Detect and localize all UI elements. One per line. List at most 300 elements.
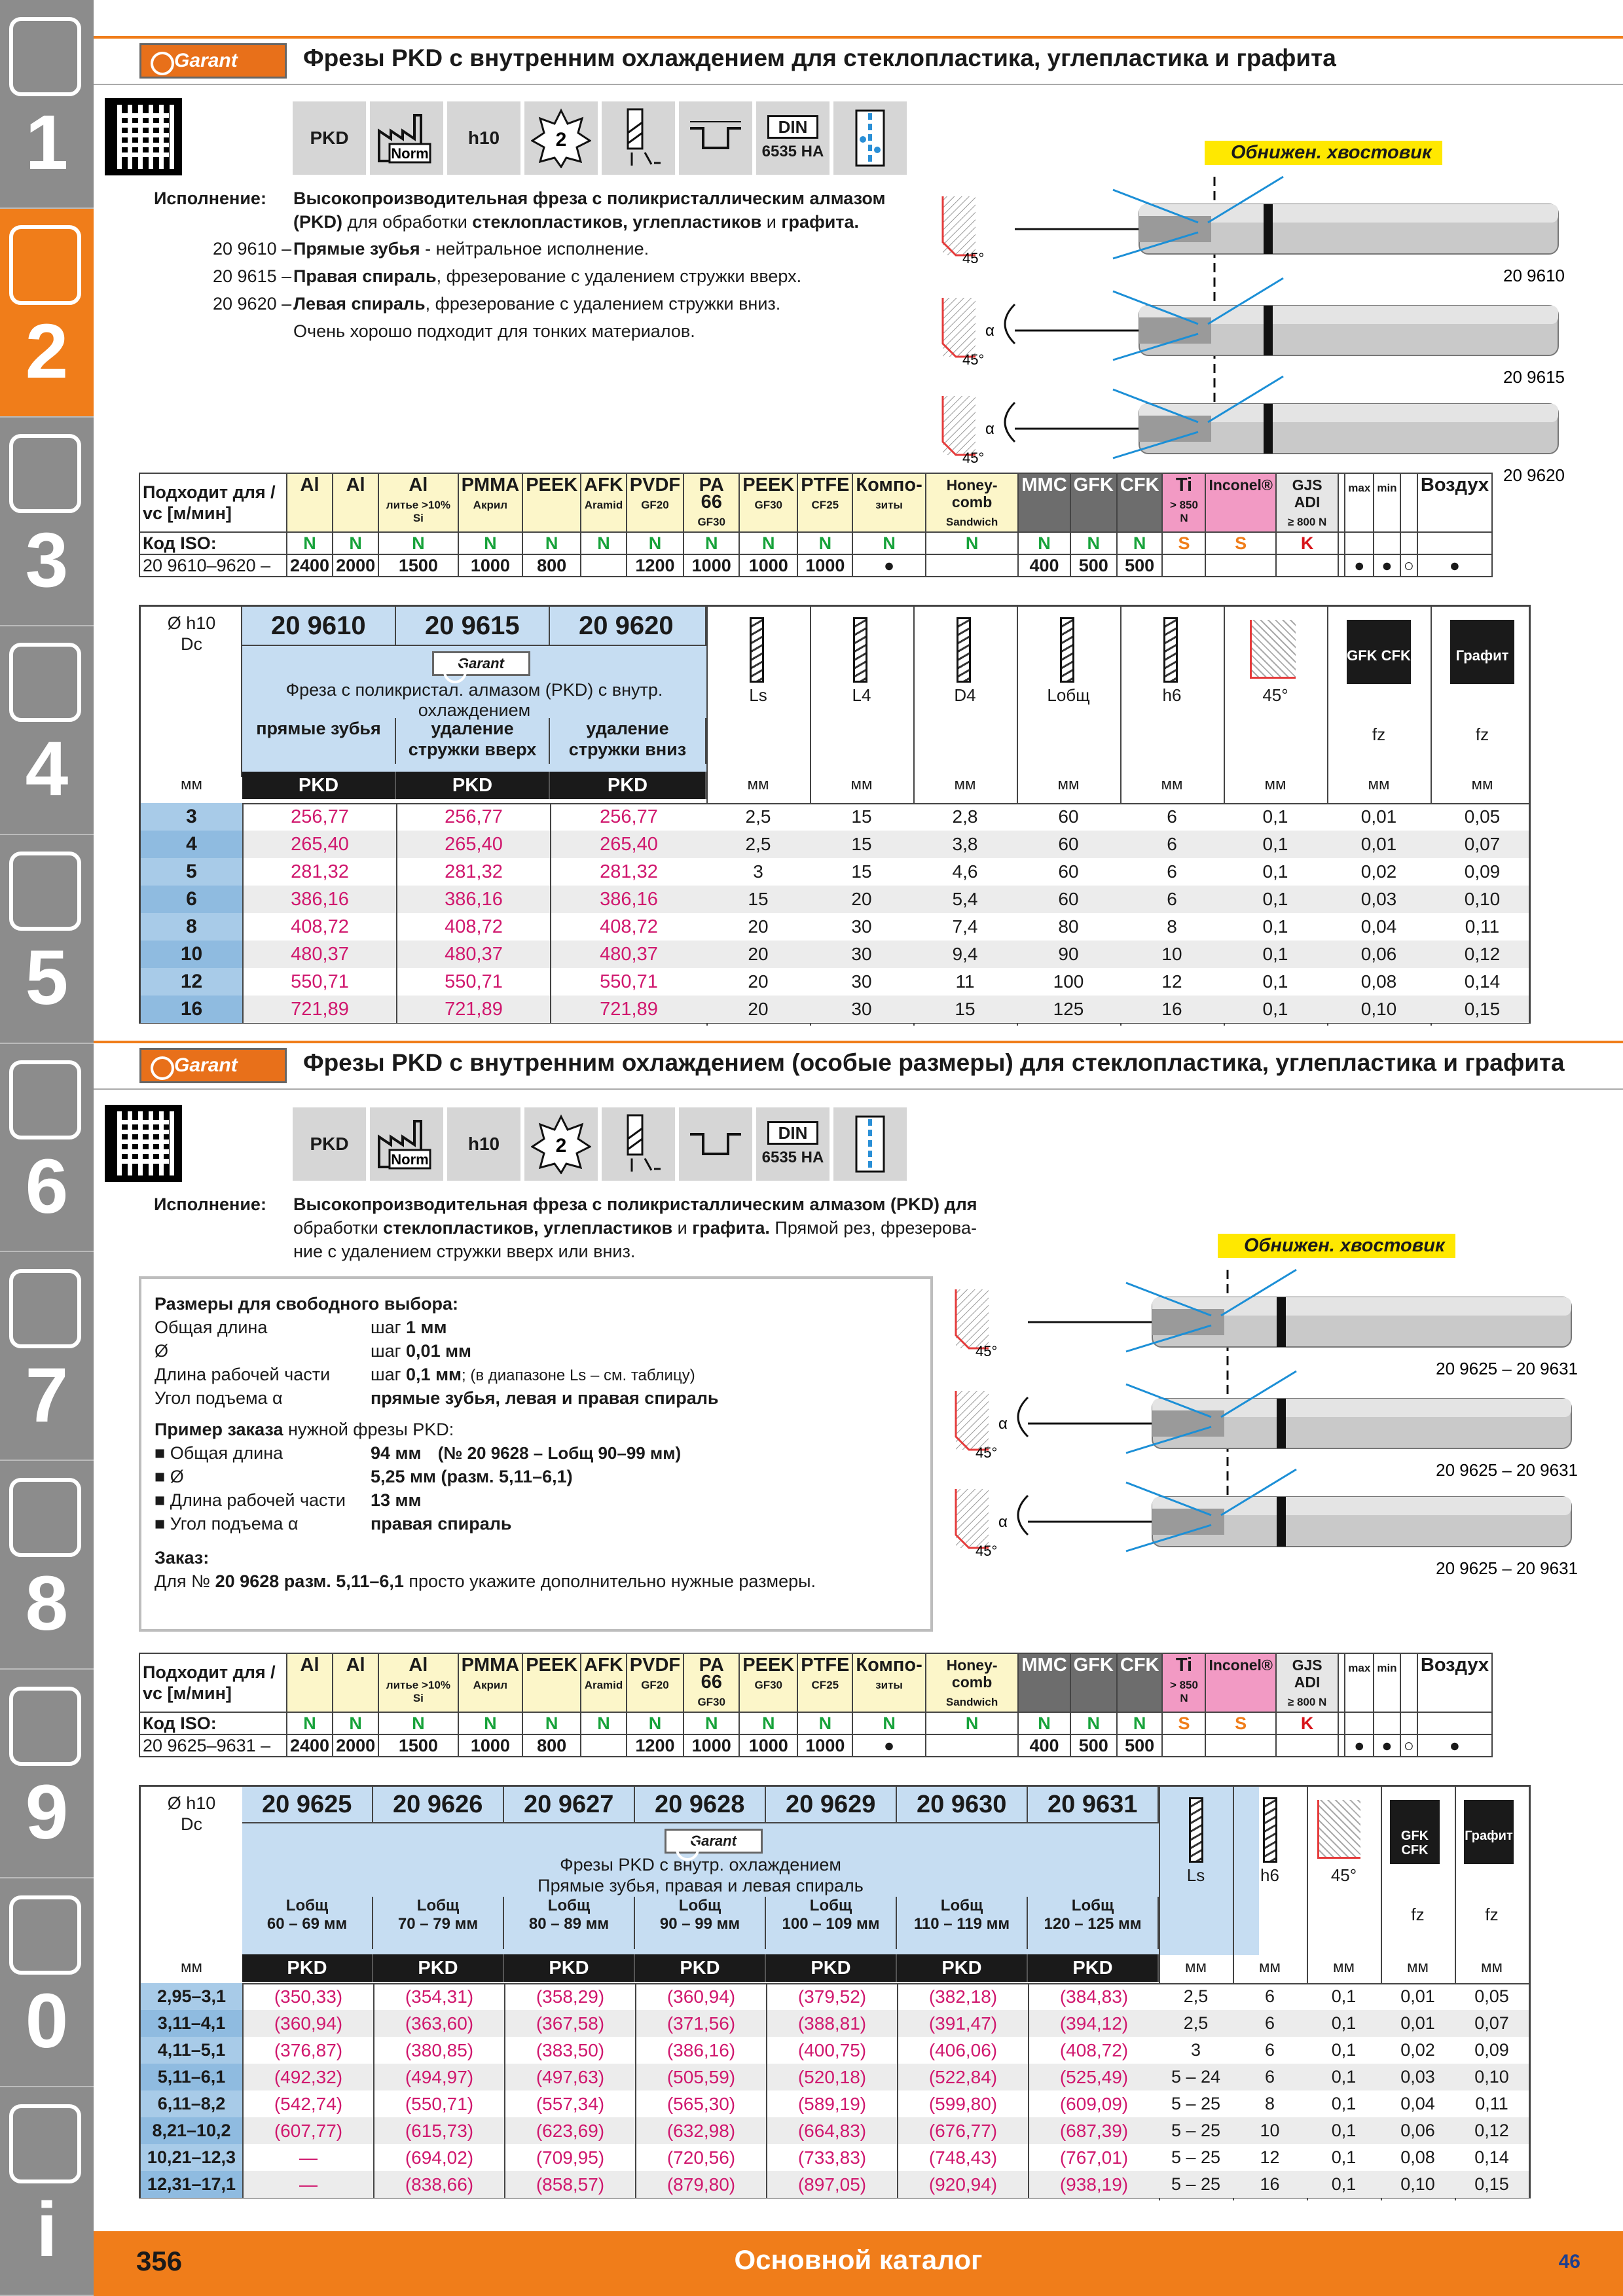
iso-label: Код ISO:	[139, 532, 287, 554]
cutting-speed: ●	[1417, 1734, 1492, 1757]
price-cell: (408,72)	[1028, 2037, 1159, 2064]
param-cell: 0,1	[1262, 944, 1288, 964]
param-header: fz	[1372, 725, 1386, 744]
suitability-header: Подходит для / vc [м/мин]	[139, 1653, 287, 1712]
price-cell: (394,12)	[1028, 2010, 1159, 2037]
graphite-icon: Графит	[1450, 620, 1514, 684]
param-cell: 30	[851, 999, 872, 1019]
param-cell: 0,14	[1474, 2147, 1509, 2167]
material-col: Inconel®	[1205, 1653, 1275, 1712]
price-cell: (376,87)	[242, 2037, 373, 2064]
length-range: Lобщ 70 – 79 мм	[373, 1897, 504, 1949]
alpha-label: α	[985, 420, 994, 438]
chapter-tab-6[interactable]	[0, 1044, 94, 1253]
param-cell: 0,1	[1262, 916, 1288, 937]
cutting-speed	[1162, 554, 1205, 577]
param-header: D4	[954, 685, 976, 705]
param-cell: 0,06	[1360, 944, 1397, 964]
price-cell: (382,18)	[897, 1983, 1028, 2010]
param-cell: 20	[748, 916, 769, 937]
chapter-tab-3[interactable]	[0, 418, 94, 626]
diameter-range-cell: 12,31–17,1	[141, 2171, 242, 2198]
material-col: PEEK	[522, 473, 581, 532]
iso-code: N	[333, 532, 378, 554]
param-cell: 0,10	[1360, 999, 1397, 1019]
price-cell: (406,06)	[897, 2037, 1028, 2064]
qr-code	[105, 1105, 182, 1182]
param-cell: 0,09	[1474, 2040, 1509, 2060]
pkd-label: PKD	[504, 1954, 635, 1982]
param-cell: 0,14	[1464, 971, 1501, 992]
iso-code: N	[926, 532, 1019, 554]
material-col: max	[1345, 473, 1374, 532]
price-cell: (599,80)	[897, 2090, 1028, 2117]
iso-code: N	[1070, 532, 1117, 554]
product-subdescription: Прямые зубья, правая и левая спираль	[538, 1876, 864, 1895]
norm-factory-icon	[370, 1107, 443, 1181]
qr-code	[105, 98, 182, 175]
price-cell: (623,69)	[504, 2117, 635, 2144]
dc-header: Ø h10	[167, 1793, 216, 1813]
article-code: 20 9631	[1028, 1787, 1159, 1823]
param-cell: 0,1	[1262, 834, 1288, 854]
param-cell: 6	[1264, 2040, 1275, 2060]
material-col: GJS ADI ≥ 800 N	[1276, 473, 1338, 532]
price-cell: (492,32)	[242, 2064, 373, 2090]
alpha-label: α	[985, 322, 994, 340]
cutting-speed: 1000	[739, 554, 797, 577]
din-standard-icon: DIN 6535 HA	[756, 1107, 830, 1181]
material-col: Inconel®	[1205, 473, 1275, 532]
material-col: Al литье >10% Si	[378, 1653, 458, 1712]
price-cell: (897,05)	[766, 2171, 897, 2198]
price-cell: 386,16	[396, 886, 550, 913]
length-range: Lобщ 60 – 69 мм	[242, 1897, 373, 1949]
param-cell: 0,11	[1475, 2094, 1508, 2113]
option-value: шаг 0,1 мм; (в диапазоне Ls – см. таблицу)	[371, 1365, 695, 1384]
grinder-icon	[9, 1895, 81, 1975]
chapter-number: 7	[25, 1352, 69, 1439]
cutting-speed: ●	[1374, 554, 1400, 577]
param-cell: 0,10	[1474, 2067, 1509, 2087]
cutter-dim-icon	[750, 617, 764, 683]
iso-code	[1417, 1712, 1492, 1734]
cutting-speed: 500	[1117, 1734, 1163, 1757]
price-cell: 265,40	[242, 831, 396, 858]
price-cell: (733,83)	[766, 2144, 897, 2171]
price-cell: (358,29)	[504, 1983, 635, 2010]
cutting-speed: ●	[852, 554, 925, 577]
material-col: Компо- зиты	[852, 473, 925, 532]
iso-label: Код ISO:	[139, 1712, 287, 1734]
material-col: MMC	[1018, 1653, 1070, 1712]
cutter-dim-icon	[1163, 617, 1178, 683]
param-cell: 16	[1260, 2174, 1280, 2194]
footer-title: Основной каталог	[734, 2244, 983, 2275]
article-code: 20 9630	[897, 1787, 1028, 1823]
cutting-speed: 2400	[287, 1734, 333, 1757]
diameter-cell: 10	[141, 941, 242, 968]
material-col: PA 66 GF30	[684, 1653, 739, 1712]
cutting-speed: 1000	[458, 1734, 523, 1757]
cutting-speed	[1205, 1734, 1275, 1757]
iso-code: N	[797, 1712, 852, 1734]
iso-code: N	[522, 1712, 581, 1734]
description-line-2: (PKD) для обработки стеклопластиков, углепластиков и графита.	[293, 212, 860, 232]
iso-code	[1374, 532, 1400, 554]
cutter-dim-icon	[853, 617, 867, 683]
chapter-tab-i[interactable]	[0, 2087, 94, 2296]
price-cell: (767,01)	[1028, 2144, 1159, 2171]
param-cell: 15	[851, 806, 872, 827]
unit-label: мм	[1161, 776, 1183, 793]
cutting-speed	[1338, 554, 1345, 577]
price-cell: (709,95)	[504, 2144, 635, 2171]
material-col: PMMA Акрил	[458, 1653, 523, 1712]
iso-code: N	[287, 1712, 333, 1734]
length-range: Lобщ 90 – 99 мм	[635, 1897, 766, 1949]
param-cell: 30	[851, 971, 872, 992]
price-cell: (505,59)	[635, 2064, 766, 2090]
variant-code: 20 9615 –	[213, 266, 292, 286]
iso-code: N	[627, 532, 684, 554]
shank-ring	[1264, 306, 1273, 355]
cutting-speed: ○	[1400, 554, 1417, 577]
wrench-icon	[9, 1060, 81, 1139]
price-cell: (383,50)	[504, 2037, 635, 2064]
example-key: ■ Угол подъема α	[155, 1514, 299, 1534]
price-cell: (557,34)	[504, 2090, 635, 2117]
example-value: правая спираль	[371, 1514, 512, 1534]
price-cell: 550,71	[550, 968, 706, 996]
chapter-number: 1	[25, 99, 69, 187]
garant-logo: Garant	[139, 43, 287, 79]
price-cell: 386,16	[550, 886, 706, 913]
price-cell: (391,47)	[897, 2010, 1028, 2037]
dc-header: Ø h10	[167, 613, 216, 633]
pkd-label: PKD	[897, 1954, 1028, 1982]
execution-label: Исполнение:	[154, 188, 266, 208]
cutting-edge	[1139, 216, 1211, 242]
param-cell: 10	[1161, 944, 1182, 964]
length-range: Lобщ 120 – 125 мм	[1028, 1897, 1159, 1949]
example-value: 13 мм	[371, 1490, 422, 1510]
chapter-tab-1[interactable]	[0, 0, 94, 209]
unit-label: мм	[1185, 1958, 1207, 1976]
cutting-edge	[1139, 317, 1211, 344]
page-number: 356	[136, 2246, 183, 2276]
param-cell: 2,5	[745, 806, 771, 827]
iso-code: N	[926, 1712, 1019, 1734]
option-key: Ø	[155, 1341, 169, 1361]
product-description: Фреза с поликристал. алмазом (PKD) с внутр. охлаждением	[285, 680, 663, 720]
cutting-speed: 500	[1070, 1734, 1117, 1757]
shank-ring	[1277, 1497, 1286, 1547]
cutting-speed: 800	[522, 1734, 581, 1757]
param-cell: 0,1	[1331, 2121, 1357, 2140]
variant-text: - нейтральное исполнение.	[420, 239, 649, 259]
iso-code	[1400, 532, 1417, 554]
iso-code: N	[458, 532, 523, 554]
price-cell: (522,84)	[897, 2064, 1028, 2090]
param-cell: 60	[1058, 806, 1079, 827]
price-cell: (371,56)	[635, 2010, 766, 2037]
material-col: PMMA Акрил	[458, 473, 523, 532]
material-col: PEEK GF30	[739, 1653, 797, 1712]
shank-ring	[1277, 1399, 1286, 1448]
cutting-edge	[1152, 1309, 1224, 1335]
chapter-tab-0[interactable]	[0, 1878, 94, 2087]
price-cell: (354,31)	[373, 1983, 504, 2010]
order-example-heading: Пример заказа нужной фрезы PKD:	[155, 1420, 454, 1439]
chamfer-angle-icon	[1317, 1800, 1360, 1859]
article-code: 20 9620	[550, 607, 706, 646]
param-cell: 5,4	[952, 889, 978, 909]
iso-code	[1338, 1712, 1345, 1734]
section-divider	[94, 84, 1623, 85]
iso-code: N	[581, 532, 627, 554]
price-cell: (542,74)	[242, 2090, 373, 2117]
param-cell: 125	[1053, 999, 1084, 1019]
example-value: 5,25 мм (разм. 5,11–6,1)	[371, 1467, 573, 1486]
param-cell: 0,09	[1464, 861, 1501, 882]
pkd-label: PKD	[242, 772, 396, 799]
param-cell: 0,1	[1262, 861, 1288, 882]
material-col: PTFE CF25	[797, 473, 852, 532]
param-cell: 0,1	[1262, 889, 1288, 909]
iso-code: S	[1205, 1712, 1275, 1734]
iso-code: N	[522, 532, 581, 554]
material-col: PTFE CF25	[797, 1653, 852, 1712]
param-cell: 0,11	[1465, 916, 1500, 937]
teeth-count: 2	[555, 129, 567, 151]
chapter-tab-4[interactable]	[0, 626, 94, 835]
price-cell: (607,77)	[242, 2117, 373, 2144]
param-cell: 5 – 25	[1171, 2147, 1221, 2167]
diameter-range-cell: 4,11–5,1	[141, 2037, 242, 2064]
material-col	[1400, 1653, 1417, 1712]
description-line-2: обработки стеклопластиков, углепластиков и графита. Прямой рез, фрезерова-	[293, 1218, 977, 1238]
tool-code-label: 20 9615	[1503, 367, 1565, 387]
cutting-edge	[1139, 416, 1211, 442]
param-cell: 2,8	[952, 806, 978, 827]
iso-code: S	[1205, 532, 1275, 554]
price-cell: 281,32	[242, 858, 396, 886]
cutting-edge	[1152, 1509, 1224, 1535]
tool-drawing-svg	[930, 1230, 1591, 1577]
price-cell: (379,52)	[766, 1983, 897, 2010]
param-header: fz	[1485, 1905, 1499, 1924]
price-cell: (609,09)	[1028, 2090, 1159, 2117]
iso-code: S	[1162, 1712, 1205, 1734]
iso-code: N	[684, 1712, 739, 1734]
cutting-speed: 400	[1018, 1734, 1070, 1757]
iso-code: N	[852, 532, 925, 554]
section-title: Фрезы PKD с внутренним охлаждением для стеклопластика, углепластика и графита	[303, 45, 1336, 71]
chapter-tab-5[interactable]	[0, 835, 94, 1044]
diameter-cell: 6	[141, 886, 242, 913]
param-cell: 0,15	[1464, 999, 1501, 1019]
chapter-tab-9[interactable]	[0, 1670, 94, 1878]
diameter-cell: 16	[141, 996, 242, 1023]
option-key: Длина рабочей части	[155, 1365, 331, 1384]
param-cell: 0,1	[1331, 2040, 1357, 2060]
price-cell: 408,72	[242, 913, 396, 941]
material-col: GFK	[1070, 1653, 1117, 1712]
cutting-speed: ●	[1374, 1734, 1400, 1757]
pkd-icon: PKD	[293, 101, 366, 175]
product-description: Фрезы PKD с внутр. охлаждением	[560, 1855, 841, 1874]
unit-label: мм	[1368, 776, 1390, 793]
price-table-1	[139, 605, 1531, 1024]
param-cell: 30	[851, 944, 872, 964]
price-cell: (565,30)	[635, 2090, 766, 2117]
param-cell: 0,07	[1474, 2013, 1509, 2033]
two-teeth-icon	[524, 1107, 598, 1181]
param-cell: 0,02	[1360, 861, 1397, 882]
internal-coolant-icon	[833, 1107, 907, 1181]
param-header: h6	[1162, 685, 1182, 705]
article-code: 20 9615	[396, 607, 550, 646]
param-cell: 0,05	[1474, 1986, 1509, 2006]
price-cell: (676,77)	[897, 2117, 1028, 2144]
length-range: Lобщ 110 – 119 мм	[897, 1897, 1028, 1949]
price-cell: (360,94)	[242, 2010, 373, 2037]
param-cell: 5 – 24	[1171, 2067, 1221, 2087]
price-cell: 721,89	[242, 996, 396, 1023]
h10-tolerance-icon: h10	[447, 101, 520, 175]
param-cell: 9,4	[952, 944, 978, 964]
internal-coolant-icon	[833, 101, 907, 175]
material-col: MMC	[1018, 473, 1070, 532]
pkd-label: PKD	[373, 1954, 504, 1982]
material-col: Al	[287, 473, 333, 532]
param-cell: 20	[748, 999, 769, 1019]
h10-tolerance-icon: h10	[447, 1107, 520, 1181]
price-cell: —	[242, 2171, 373, 2198]
iso-code: K	[1276, 1712, 1338, 1734]
price-table-2	[139, 1785, 1531, 2198]
price-cell: 480,37	[396, 941, 550, 968]
cutting-speed: 1200	[627, 1734, 684, 1757]
unit-label: мм	[1057, 776, 1080, 793]
cutting-speed: ○	[1400, 1734, 1417, 1757]
garant-logo: Garant	[139, 1048, 287, 1083]
example-value: 94 мм (№ 20 9628 – Lобщ 90–99 мм)	[371, 1443, 682, 1463]
box-heading: Размеры для свободного выбора:	[155, 1294, 459, 1314]
price-cell: (525,49)	[1028, 2064, 1159, 2090]
price-cell: 265,40	[396, 831, 550, 858]
material-col: Компо- зиты	[852, 1653, 925, 1712]
alpha-label: α	[998, 1513, 1008, 1531]
param-cell: 6	[1167, 834, 1177, 854]
chapter-number: 2	[25, 308, 69, 395]
chapter-number: 6	[25, 1143, 69, 1230]
angle-label: 45°	[976, 1343, 998, 1359]
variant-row	[213, 292, 780, 315]
cabinet-icon	[9, 1478, 81, 1557]
material-col: PVDF GF20	[627, 1653, 684, 1712]
chapter-tab-8[interactable]	[0, 1461, 94, 1670]
price-cell: 550,71	[396, 968, 550, 996]
iso-code: N	[684, 532, 739, 554]
price-cell: (550,71)	[373, 2090, 504, 2117]
unit-label: мм	[954, 776, 976, 793]
chapter-tab-2[interactable]	[0, 209, 94, 418]
param-header: 45°	[1330, 1865, 1357, 1885]
price-cell: (520,18)	[766, 2064, 897, 2090]
param-cell: 0,07	[1464, 834, 1501, 854]
unit-label: мм	[1259, 1958, 1281, 1976]
chapter-tab-7[interactable]	[0, 1252, 94, 1461]
chamfer-angle-icon	[1250, 620, 1296, 679]
insert-icon	[9, 225, 81, 304]
diameter-cell: 4	[141, 831, 242, 858]
alpha-arc	[1018, 1496, 1028, 1535]
drill-icon	[9, 17, 81, 96]
tool-drawings	[917, 137, 1578, 484]
iso-code: N	[581, 1712, 627, 1734]
chapter-number: 5	[25, 934, 69, 1021]
cutting-speed: 1000	[797, 1734, 852, 1757]
unit-label: мм	[1471, 776, 1493, 793]
shank-ring	[1264, 404, 1273, 454]
price-cell: 408,72	[396, 913, 550, 941]
dc-subheader: Dc	[181, 634, 202, 654]
article-code: 20 9625	[242, 1787, 373, 1823]
material-col: Ti > 850 N	[1162, 473, 1205, 532]
param-cell: 60	[1058, 834, 1079, 854]
cutter-dim-icon	[957, 617, 971, 683]
param-cell: 10	[1260, 2121, 1280, 2140]
param-cell: 60	[1058, 889, 1079, 909]
param-cell: 15	[748, 889, 769, 909]
param-cell: 3,8	[952, 834, 978, 854]
param-cell: 8	[1167, 916, 1177, 937]
price-cell: (367,58)	[504, 2010, 635, 2037]
param-cell: 0,04	[1400, 2094, 1435, 2113]
pkd-label: PKD	[550, 772, 706, 799]
length-range: Lобщ 100 – 109 мм	[766, 1897, 897, 1949]
price-cell: 256,77	[550, 803, 706, 831]
cutting-speed: 2400	[287, 554, 333, 577]
iso-code	[1338, 532, 1345, 554]
param-cell: 5 – 25	[1171, 2094, 1221, 2113]
cutting-speed: 1000	[684, 1734, 739, 1757]
param-cell: 0,08	[1400, 2147, 1435, 2167]
param-cell: 0,03	[1400, 2067, 1435, 2087]
material-col: Honey-comb Sandwich	[926, 473, 1019, 532]
garant-logo: Garant	[432, 651, 530, 676]
param-cell: 15	[955, 999, 976, 1019]
cutting-speed: 1000	[458, 554, 523, 577]
material-col: PEEK	[522, 1653, 581, 1712]
price-cell: (494,97)	[373, 2064, 504, 2090]
spiral-cutter-icon	[602, 1107, 675, 1181]
cutting-speed: 1500	[378, 1734, 458, 1757]
param-cell: 0,12	[1474, 2121, 1509, 2140]
article-code: 20 9627	[504, 1787, 635, 1823]
material-col: AFK Aramid	[581, 473, 627, 532]
material-col: GJS ADI ≥ 800 N	[1276, 1653, 1338, 1712]
material-col: Воздух	[1417, 473, 1492, 532]
param-cell: 5 – 25	[1171, 2121, 1221, 2140]
dc-subheader: Dc	[181, 1814, 202, 1834]
price-cell: (363,60)	[373, 2010, 504, 2037]
param-cell: 0,1	[1262, 999, 1288, 1019]
variant-text: , фрезерование с удалением стружки вверх.	[436, 266, 802, 286]
param-cell: 0,1	[1331, 2094, 1357, 2113]
